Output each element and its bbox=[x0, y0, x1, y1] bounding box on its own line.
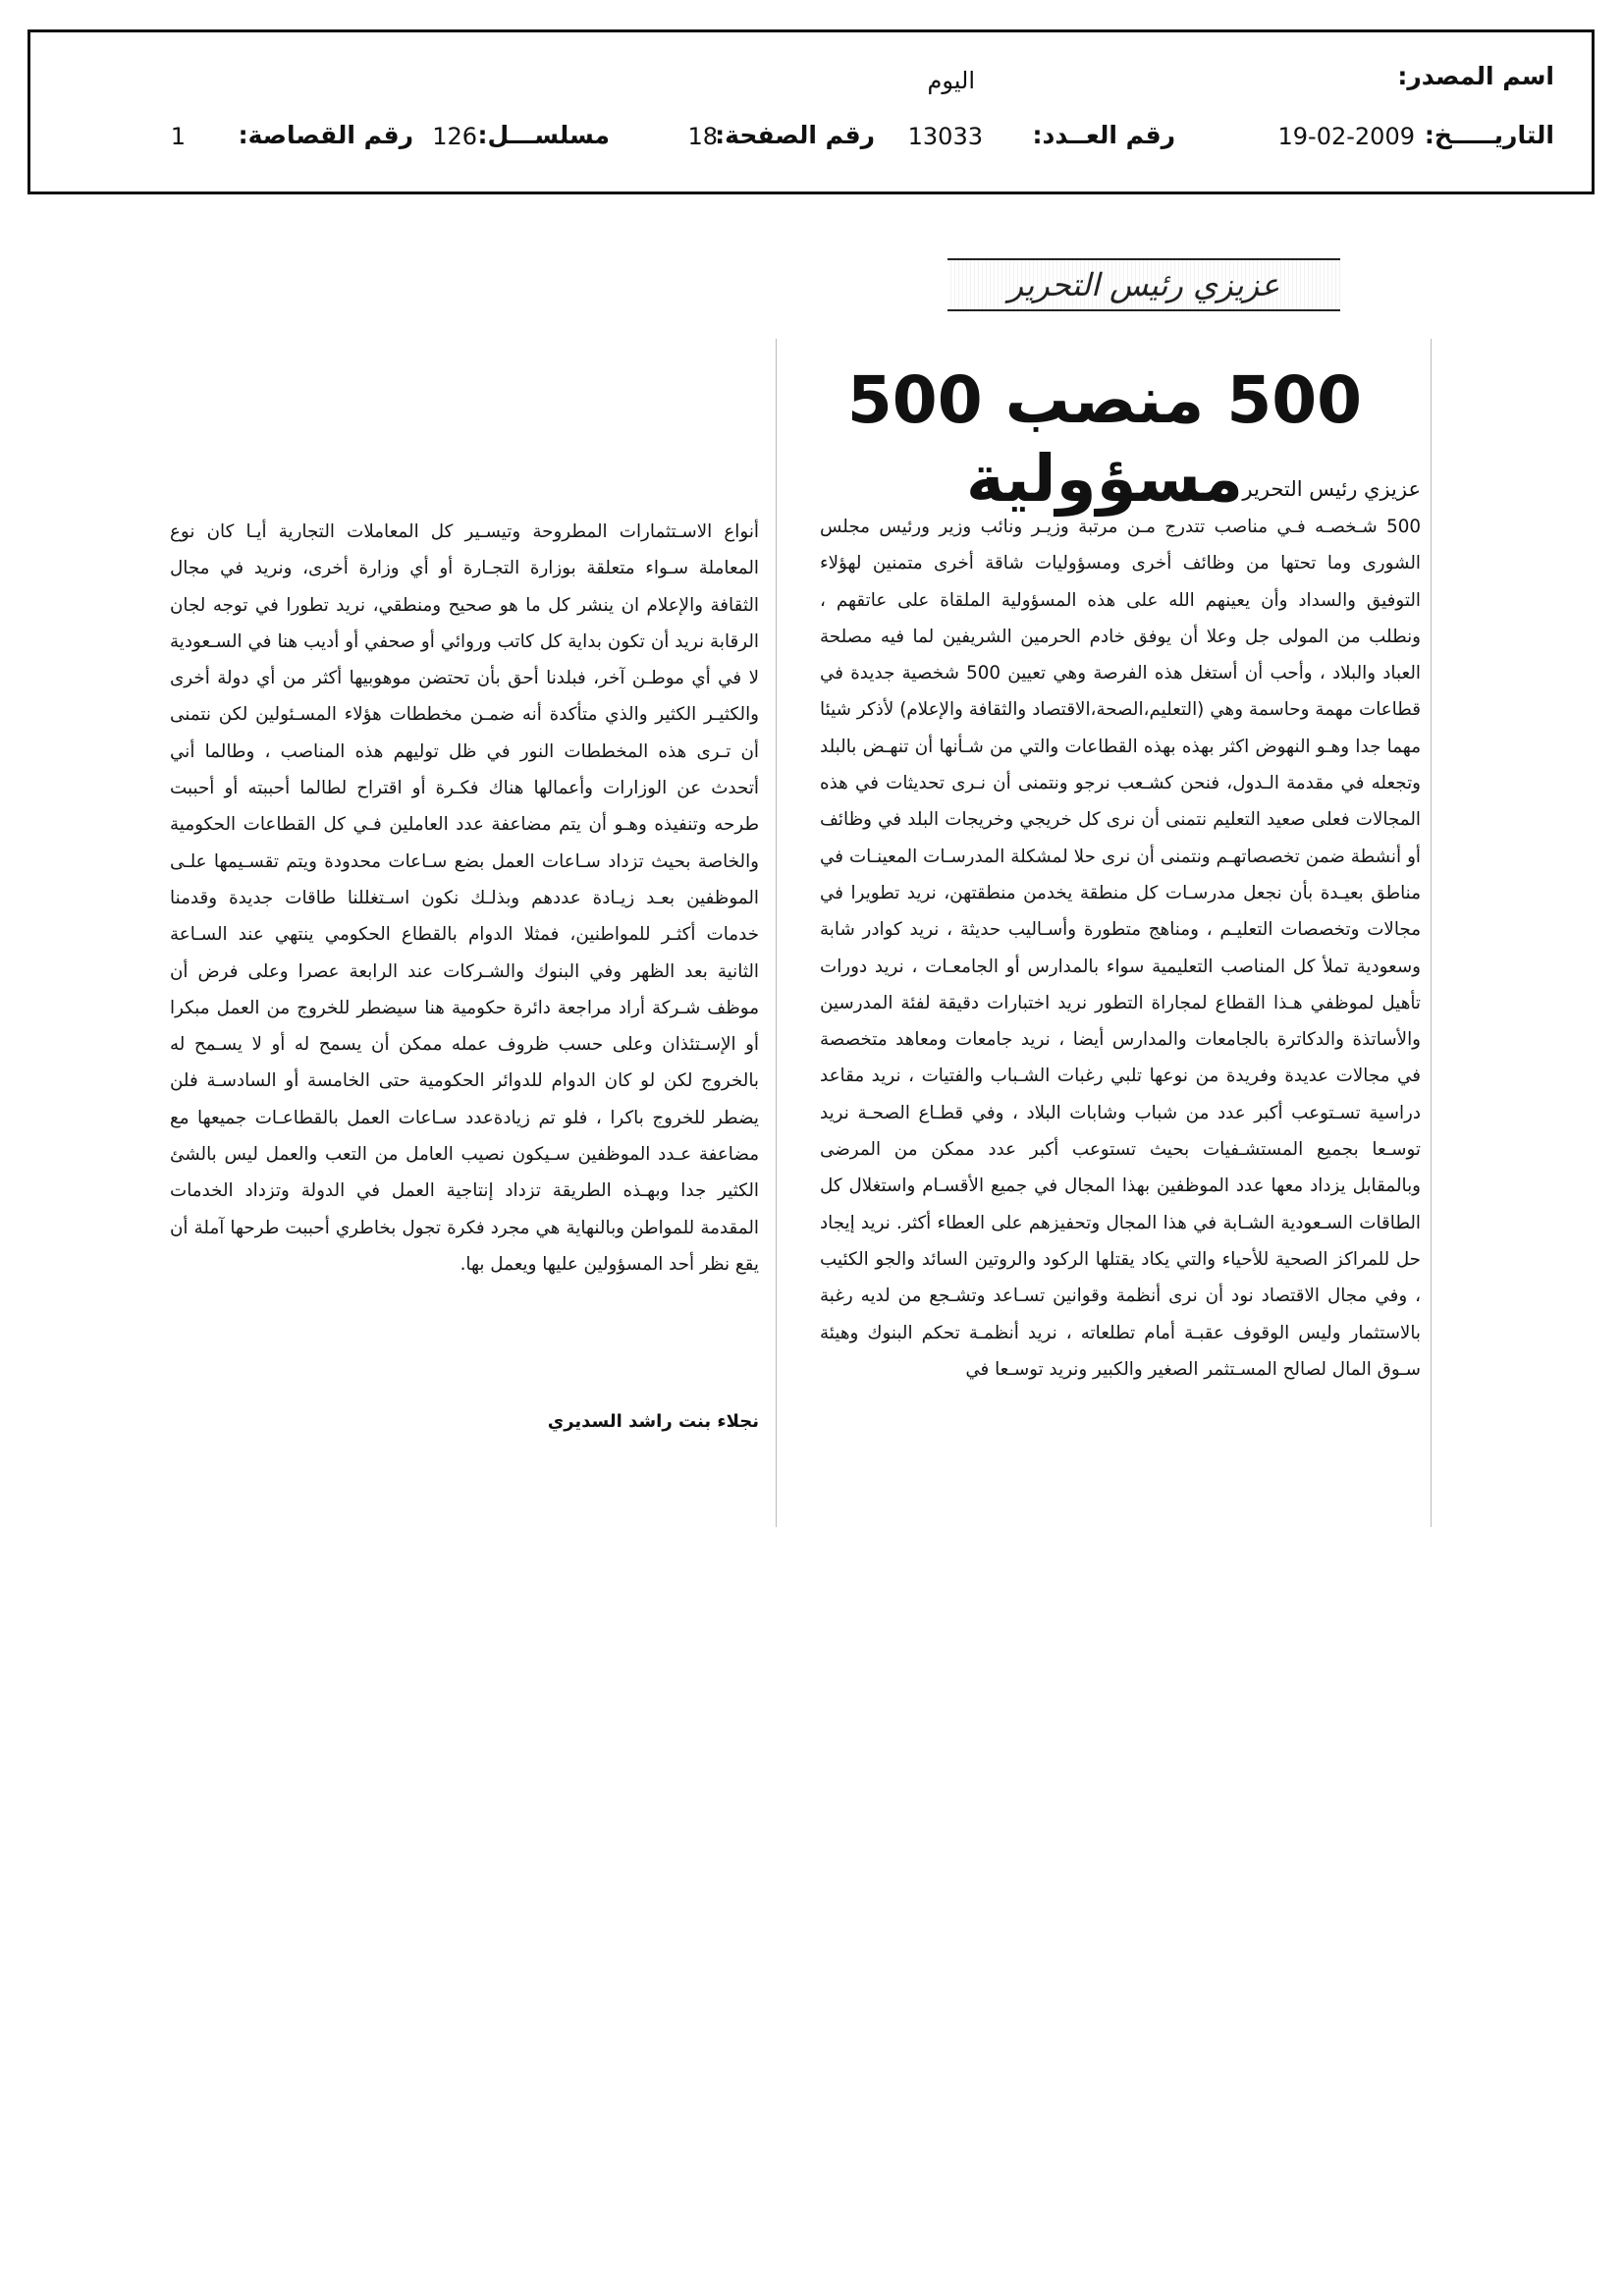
article-left-column-text: أنواع الاسـتثمارات المطروحة وتيسـير كل المعاملات التجارية أيـا كان نوع المعاملة سـواء متعلقة بوزارة التجـارة أو أي وزارة أخرى، ونريد في مجال الثقافة والإعلام ان ينشر كل ما هو صحيح ومنطقي، نريد تطورا في توجه لجان الرقابة نريد أن تكون بداية كل كاتب وروائي أو صحفي أو أديب هنا في السـعودية لا في أي موطـن آخر، فبلدنا أحق بأن تحتضن موهوبيها أكثر من أي دولة أخرى والكثيـر الكثير والذي متأكدة أنه ضمـن مخططات هؤلاء المسـئولين لكن نتمنى أن تـرى هذه المخططات النور في ظل توليهم هذه المناصب ، وطالما أني أتحدث عن الوزارات وأعمالها هناك فكـرة أو اقتراح لطالما أحببته أو أحببت طرحه وتنفيذه وهـو أن يتم مضاعفة عدد العاملين فـي كل القطاعات الحكومية والخاصة بحيث تزداد سـاعات العمل بضع سـاعات محدودة ويتم تقسـيمها علـى الموظفين بعـد زيـادة عددهم وبذلـك نكون اسـتغللنا طاقات جديدة وقدمنا خدمات أكثـر للمواطنين، فمثلا الدوام بالقطاع الحكومي ينتهي عند السـاعة الثانية بعد الظهر وفي البنوك والشـركات عند الرابعة عصرا وعلى فرض أن موظف شـركة أراد مراجعة دائرة حكومية هنا سيضطر للخروج من العمل مبكرا أو الإسـتئذان وعلى حسب ظروف عمله ممكن أن يسمح له أو لا يسـمح له بالخروج لكن لو كان الدوام للدوائر الحكومية حتى الخامسة أو السادسـة فلن يضطر للخروج باكرا ، فلو تم زيادةعدد سـاعات العمل بالقطاعـات جميعها مع مضاعفة عـدد الموظفين سـيكون نصيب العامل من التعب والعمل ليس بالشئ الكثير جدا وبهـذه الطريقة تزداد إنتاجية العمل في الدولة وتزداد الخدمات المقدمة للمواطن وبالنهاية هي مجرد فكرة تجول بخاطري أحببت طرحها آملة أن يقع نظر أحد المسؤولين عليها ويعمل بها. bbox=[170, 521, 759, 1275]
clipping-info-header bbox=[27, 29, 1595, 194]
clip-label: رقم القصاصة: bbox=[238, 121, 413, 149]
issue-value: 13033 bbox=[907, 123, 983, 150]
article-right-column-text: 500 شـخصـه فـي مناصب تتدرج مـن مرتبة وزيـر ونائب وزير ورئيس مجلس الشورى وما تحتها من وظائف أخرى ومسؤوليات شاقة أخرى متمنين لهؤلاء التوفيق والسداد وأن يعينهم الله على هذه المسؤولية الملقاة على عاتقهم ، ونطلب من المولى جل وعلا أن يوفق خادم الحرمين الشريفين لما فيه مصلحة العباد والبلاد ، وأحب أن أستغل هذه الفرصة وهي تعيين 500 شخصية جديدة في قطاعات مهمة وحاسمة وهي (التعليم،الصحة،الاقتصاد والثقافة والإعلام) لأذكر شيئا مهما جدا وهـو النهوض اكثر بهذه بهذه القطاعات والتي من شـأنها أن تنهـض بالبلد وتجعله في مقدمة الـدول، فنحن كشـعب نرجو ونتمنى أن نـرى تحديثات في هذه المجالات فعلى صعيد التعليم نتمنى أن نرى كل خريجي وخريجات البلد في وظائف أو أنشطة ضمن تخصصاتهـم ونتمنى أن نرى حلا لمشكلة المدرسـات المعينـات في مناطق بعيـدة بأن نجعل مدرسـات كل منطقة يخدمن منطقتهن، نريد تطويرا في مجالات وتخصصات التعليـم ، ومناهج متطورة وأسـاليب حديثة ، نريد كوادر شابة وسعودية تملأ كل المناصب التعليمية سواء بالمدارس أو الجامعـات ، نريد دورات تأهيل لموظفي هـذا القطاع لمجاراة التطور نريد اختبارات دقيقة لفئة المدرسين والأساتذة والدكاترة بالجامعات والمدارس أيضا ، نريد جامعات ومعاهد متخصصة في مجالات عديدة وفريدة من نوعها تلبي رغبات الشـباب والفتيات ، نريد مقاعد دراسية تسـتوعب أكبر عدد من شباب وشابات البلاد ، وفي قطـاع الصحـة نريد توسـعا بجميع المستشـفيات بحيث تستوعب أكبر عدد ممكن من المرضى وبالمقابل يزداد معها عدد الموظفين بهذا المجال في جميع الأقسـام واستغلال كل الطاقات السـعودية الشـابة في هذا المجال وتحفيزهم على العطاء أكثر. نريد إيجاد حل للمراكز الصحية للأحياء والتي يكاد يقتلها الركود والروتين السائد والجو الكئيب ، وفي مجال الاقتصاد نود أن نرى أنظمة وقوانين تسـاعد وتشـجع من لديه رغبة بالاستثمار وليس الوقوف عقبـة أمام تطلعاته ، نريد أنظمـة تحكم البنوك وهيئة سـوق المال لصالح المسـتثمر الصغير والكبير ونريد توسـعا في bbox=[820, 517, 1421, 1380]
source-value: اليوم bbox=[927, 67, 975, 94]
page-value: 18 bbox=[687, 123, 718, 150]
serial-label: مسلســـل: bbox=[477, 121, 610, 149]
left-column-rule bbox=[776, 339, 777, 1527]
date-label: التاريـــــخ: bbox=[1424, 121, 1554, 149]
issue-label: رقم العــدد: bbox=[1032, 121, 1175, 149]
column-section-label: عزيزي رئيس التحرير bbox=[947, 258, 1340, 311]
page-label: رقم الصفحة: bbox=[715, 121, 875, 149]
date-value: 19-02-2009 bbox=[1277, 123, 1415, 150]
right-column-rule bbox=[1431, 339, 1432, 1527]
article-salutation: عزيزي رئيس التحرير bbox=[1242, 477, 1421, 501]
source-label: اسم المصدر: bbox=[1397, 62, 1554, 90]
article-headline: 500 منصب 500 مسؤولية bbox=[846, 362, 1363, 517]
article-left-column bbox=[170, 514, 759, 1283]
author-signature: نجلاء بنت راشد السديري bbox=[547, 1411, 759, 1432]
serial-value: 126 bbox=[432, 123, 477, 150]
article-right-column bbox=[820, 469, 1421, 1388]
clip-value: 1 bbox=[170, 123, 186, 150]
